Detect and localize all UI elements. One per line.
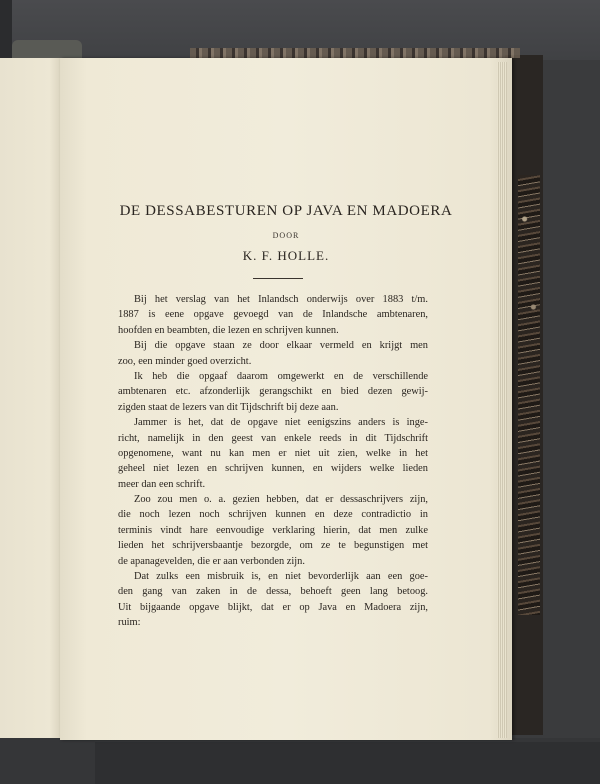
article-author: K. F. HOLLE.: [242, 248, 330, 263]
body-line: ruim:: [118, 617, 141, 629]
title-divider: [253, 278, 303, 279]
body-line: lieden het schrijversbaantje bezorgde, om ze te begunstigen met: [118, 540, 428, 552]
body-line: Bij het verslag van het Inlandsch onderwijs over 1883 t/m.: [134, 294, 428, 305]
page-stack-edge: [497, 62, 507, 738]
left-page: [0, 58, 62, 738]
body-line: 1887 is eene opgave gevoegd van de Inlandsche ambtenaren,: [118, 309, 428, 321]
marbled-cover-pattern: [518, 175, 540, 615]
body-line: geheel niet lezen en schrijven kunnen, en wijders welke lieden: [118, 463, 428, 475]
body-line: de apanagevelden, die er aan verbonden zijn.: [118, 555, 305, 567]
body-line: Ik heb die opgaaf daarom omgewerkt en de verschillende: [134, 370, 428, 382]
body-line: Dat zulks een misbruik is, en niet bevorderlijk aan een goe-: [134, 571, 428, 583]
table-surface: [95, 742, 600, 784]
body-line: zoo, een minder goed overzicht.: [118, 355, 252, 367]
body-line: hoofden en beambten, die lezen en schrijven kunnen.: [118, 324, 339, 336]
book-top-edge: [190, 48, 520, 58]
body-line: Jammer is het, dat de opgave niet eenigszins anders is inge-: [134, 417, 428, 429]
body-line: ambtenaren etc. afzonderlijk gerangschikt en bied dezen gewij-: [118, 386, 428, 398]
body-line: Zoo zou men o. a. gezien hebben, dat er dessaschrijvers zijn,: [134, 494, 428, 506]
body-line: opgenomene, want nu kan men er niet uit zien, welke in het: [118, 447, 428, 459]
body-line: zigden staat de lezers van dit Tijdschrift bij deze aan.: [118, 401, 339, 413]
body-line: terminis vindt hare eenvoudige verklaring hierin, dat men zulke: [118, 524, 428, 536]
body-line: den gang van zaken in de dessa, behoeft geen lang betoog.: [118, 586, 428, 598]
body-line: Uit bijgaande opgave blijkt, dat er op Java en Madoera zijn,: [118, 601, 428, 613]
article-title: DE DESSABESTUREN OP JAVA EN MADOERA: [119, 203, 453, 219]
body-line: richt, namelijk in den geest van enkele reeds in dit Tijdschrift: [118, 432, 428, 444]
article-body: [118, 292, 428, 631]
byline-prefix: DOOR: [272, 231, 300, 240]
body-line: Bij die opgave staan ze door elkaar vermeld en krijgt men: [134, 340, 428, 352]
body-line: die noch lezen noch schrijven kunnen en deze contradictio in: [118, 509, 428, 521]
body-line: meer dan een schrift.: [118, 478, 206, 490]
